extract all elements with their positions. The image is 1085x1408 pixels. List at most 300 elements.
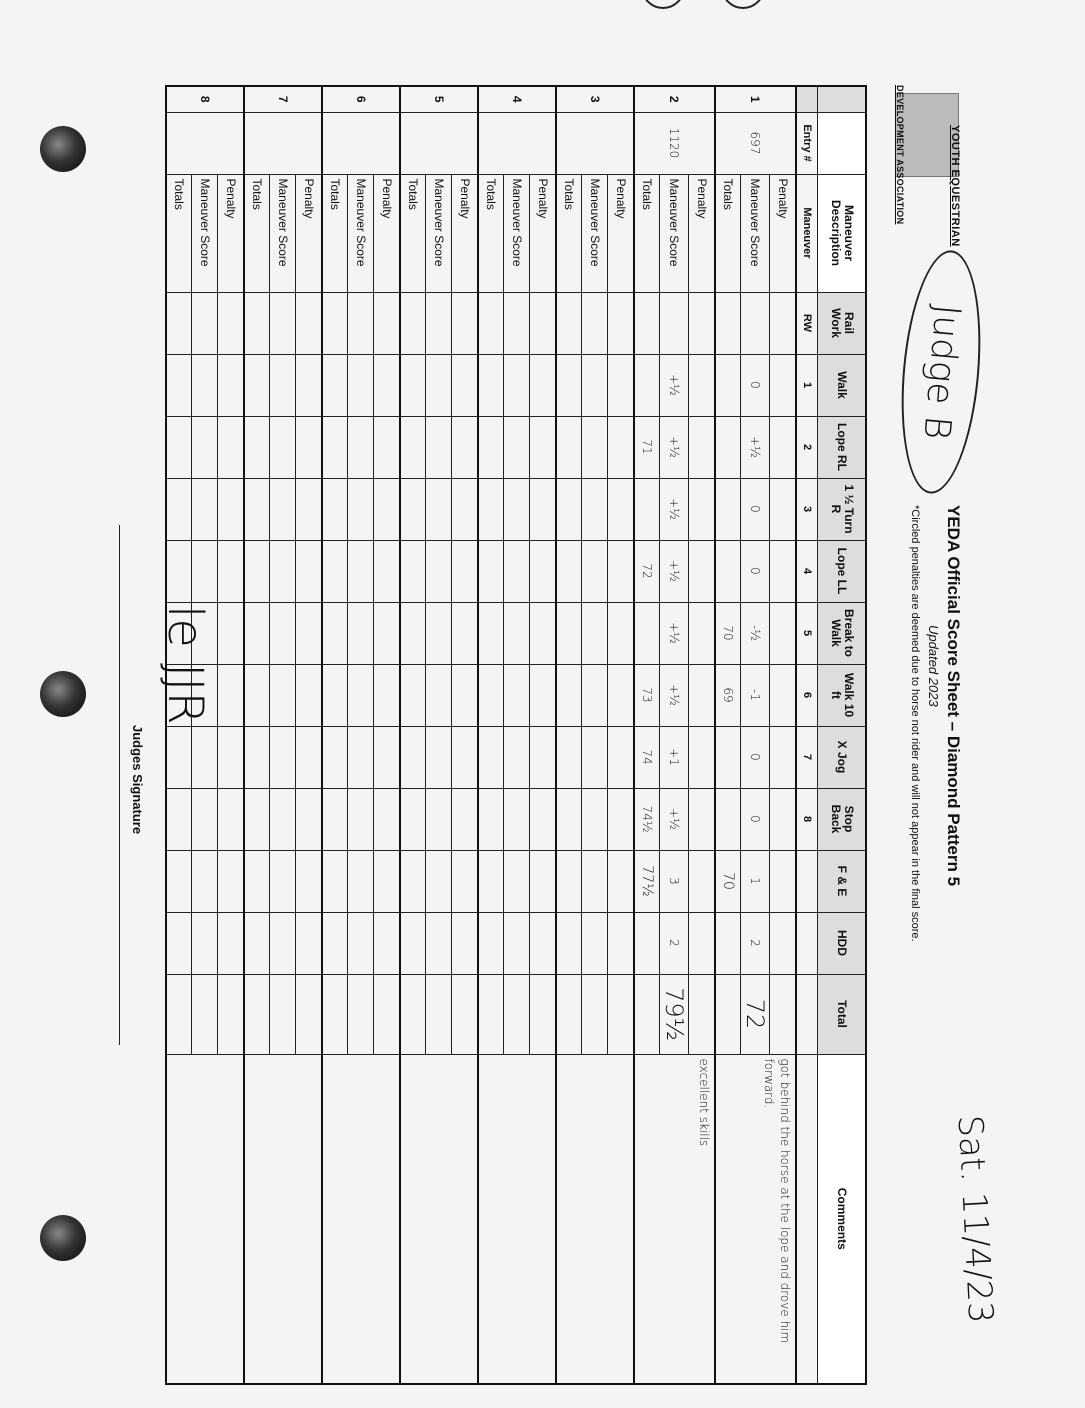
score-cell: [478, 354, 504, 416]
score-cell: [770, 478, 796, 540]
score-cell: [244, 974, 270, 1054]
score-cell: [530, 354, 556, 416]
score-cell: [582, 726, 608, 788]
score-cell: [556, 912, 582, 974]
score-cell: [400, 354, 426, 416]
score-cell: [504, 416, 530, 478]
score-cell: [582, 292, 608, 354]
score-cell: 70: [715, 602, 741, 664]
score-cell: [504, 354, 530, 416]
score-cell: [270, 354, 296, 416]
score-cell: [634, 292, 660, 354]
score-cell: [715, 726, 741, 788]
judge-signature-scrawl: le JJR: [157, 605, 213, 725]
score-cell: [400, 974, 426, 1054]
comment-cell: [166, 1054, 244, 1384]
score-cell: [504, 664, 530, 726]
score-cell: [478, 912, 504, 974]
score-cell: 69: [715, 664, 741, 726]
signature-label: Judges Signature: [130, 725, 145, 835]
score-cell: [270, 292, 296, 354]
row-label-totals: Totals: [322, 174, 348, 292]
entry-id: 697: [715, 112, 796, 174]
sheet-title: YEDA Official Score Sheet – Diamond Pattern 5: [944, 505, 963, 887]
score-cell: [348, 788, 374, 850]
score-cell: [374, 540, 400, 602]
score-cell: [689, 974, 715, 1054]
score-cell: [400, 912, 426, 974]
score-cell: [741, 292, 770, 354]
score-cell: [634, 912, 660, 974]
score-cell: [478, 478, 504, 540]
score-cell: [556, 354, 582, 416]
score-cell: [530, 726, 556, 788]
sub-hdd-blank: [796, 912, 818, 974]
score-cell: [400, 540, 426, 602]
col-lope-rl: Lope RL: [818, 416, 866, 478]
score-cell: [452, 354, 478, 416]
score-cell: [166, 540, 192, 602]
score-cell: [400, 850, 426, 912]
score-cell: 73: [634, 664, 660, 726]
sub-6: 6: [796, 664, 818, 726]
sub-fe-blank: [796, 850, 818, 912]
score-cell: [322, 664, 348, 726]
score-cell: [244, 354, 270, 416]
score-cell: [582, 788, 608, 850]
score-cell: 3: [660, 850, 689, 912]
entry-id: [400, 112, 478, 174]
score-cell: [530, 974, 556, 1054]
punch-hole-bottom: [40, 1215, 86, 1261]
score-cell: +½: [660, 664, 689, 726]
score-cell: [608, 726, 634, 788]
score-cell: [400, 478, 426, 540]
date-annotation: Sat. 11/4/23: [949, 1114, 1001, 1325]
score-cell: [556, 664, 582, 726]
sub-maneuver: Maneuver: [796, 174, 818, 292]
score-cell: [322, 478, 348, 540]
score-cell: 0: [741, 478, 770, 540]
judge-annotation: Judge B: [893, 247, 990, 497]
score-cell: [689, 912, 715, 974]
entry-number: 8: [166, 86, 244, 112]
score-cell: [192, 726, 218, 788]
score-cell: 72: [741, 974, 770, 1054]
score-cell: [244, 850, 270, 912]
score-cell: [348, 664, 374, 726]
score-cell: [374, 912, 400, 974]
score-cell: [166, 974, 192, 1054]
score-cell: [582, 974, 608, 1054]
score-cell: [400, 602, 426, 664]
score-cell: [270, 540, 296, 602]
row-label-penalty: Penalty: [218, 174, 244, 292]
entry-id: [166, 112, 244, 174]
score-cell: [715, 478, 741, 540]
score-cell: [218, 540, 244, 602]
column-header-row: [818, 86, 866, 1384]
score-cell: [192, 850, 218, 912]
score-cell: [400, 664, 426, 726]
score-cell: 2: [741, 912, 770, 974]
punch-hole-middle: [40, 671, 86, 717]
row-label-maneuver_score: Maneuver Score: [582, 174, 608, 292]
col-walk: Walk: [818, 354, 866, 416]
score-cell: 70: [715, 850, 741, 912]
score-cell: [218, 478, 244, 540]
sub-3: 3: [796, 478, 818, 540]
score-cell: [478, 726, 504, 788]
score-cell: [556, 416, 582, 478]
score-cell: [582, 602, 608, 664]
score-cell: [689, 478, 715, 540]
score-cell: 71: [634, 416, 660, 478]
score-cell: [348, 602, 374, 664]
score-cell: [770, 788, 796, 850]
row-label-totals: Totals: [478, 174, 504, 292]
score-cell: [556, 726, 582, 788]
score-cell: [582, 416, 608, 478]
score-cell: [770, 726, 796, 788]
score-cell: [218, 292, 244, 354]
score-cell: [322, 602, 348, 664]
row-label-penalty: Penalty: [452, 174, 478, 292]
score-cell: [244, 478, 270, 540]
col-maneuver-description: Maneuver Description: [818, 174, 866, 292]
score-cell: -1: [741, 664, 770, 726]
score-cell: [426, 478, 452, 540]
entry-id: 1120: [634, 112, 715, 174]
score-cell: [426, 664, 452, 726]
score-cell: [715, 912, 741, 974]
score-cell: [452, 974, 478, 1054]
score-cell: [715, 788, 741, 850]
score-cell: [322, 726, 348, 788]
score-cell: [166, 416, 192, 478]
score-cell: [244, 788, 270, 850]
score-cell: [452, 788, 478, 850]
score-cell: [296, 850, 322, 912]
score-cell: [504, 974, 530, 1054]
score-cell: [530, 602, 556, 664]
row-label-maneuver_score: Maneuver Score: [660, 174, 689, 292]
score-cell: [192, 292, 218, 354]
score-cell: [770, 850, 796, 912]
row-label-maneuver_score: Maneuver Score: [192, 174, 218, 292]
col-walk-10ft: Walk 10 ft: [818, 664, 866, 726]
score-cell: [452, 602, 478, 664]
score-cell: [322, 912, 348, 974]
row-label-maneuver_score: Maneuver Score: [504, 174, 530, 292]
comment-cell: got behind the horse at the lope and drove him forward.: [715, 1054, 796, 1384]
score-cell: [556, 540, 582, 602]
score-cell: [296, 416, 322, 478]
score-cell: [348, 912, 374, 974]
score-cell: [504, 788, 530, 850]
row-label-totals: Totals: [244, 174, 270, 292]
score-cell: [166, 478, 192, 540]
score-cell: [270, 912, 296, 974]
score-cell: [296, 478, 322, 540]
entry-id: [478, 112, 556, 174]
score-cell: [218, 726, 244, 788]
score-cell: [770, 292, 796, 354]
entry-4-penalty-row: [530, 86, 556, 1384]
score-cell: [166, 292, 192, 354]
score-cell: [296, 602, 322, 664]
score-cell: [452, 478, 478, 540]
score-cell: [608, 788, 634, 850]
score-cell: [770, 974, 796, 1054]
score-cell: [556, 602, 582, 664]
row-label-totals: Totals: [634, 174, 660, 292]
score-cell: [322, 850, 348, 912]
score-cell: [270, 726, 296, 788]
score-cell: [218, 974, 244, 1054]
score-cell: [608, 540, 634, 602]
row-label-penalty: Penalty: [608, 174, 634, 292]
score-cell: +½: [660, 788, 689, 850]
col-x-jog: X Jog: [818, 726, 866, 788]
entry-1-penalty-row: [770, 86, 796, 1384]
score-cell: [374, 354, 400, 416]
score-cell: [296, 354, 322, 416]
score-cell: [348, 292, 374, 354]
row-label-maneuver_score: Maneuver Score: [270, 174, 296, 292]
score-cell: [192, 974, 218, 1054]
row-label-penalty: Penalty: [374, 174, 400, 292]
score-cell: [296, 974, 322, 1054]
score-cell: 0: [741, 354, 770, 416]
row-label-totals: Totals: [400, 174, 426, 292]
score-cell: [715, 974, 741, 1054]
comment-cell: [400, 1054, 478, 1384]
score-cell: [166, 354, 192, 416]
score-cell: [689, 292, 715, 354]
score-cell: [166, 912, 192, 974]
score-cell: [218, 602, 244, 664]
entry-number: 5: [400, 86, 478, 112]
score-cell: [374, 664, 400, 726]
score-cell: [530, 416, 556, 478]
score-cell: [322, 788, 348, 850]
col-fe: F & E: [818, 850, 866, 912]
score-cell: +½: [660, 602, 689, 664]
score-cell: [478, 664, 504, 726]
score-cell: 0: [741, 788, 770, 850]
score-cell: [348, 478, 374, 540]
entry-2-penalty-row: [689, 86, 715, 1384]
score-cell: +½: [660, 540, 689, 602]
score-cell: [478, 540, 504, 602]
comment-cell: [244, 1054, 322, 1384]
score-cell: [192, 416, 218, 478]
score-cell: [426, 788, 452, 850]
entry-number: 2: [634, 86, 715, 112]
score-cell: [270, 664, 296, 726]
col-break-to-walk: Break to Walk: [818, 602, 866, 664]
score-cell: [452, 416, 478, 478]
circled-number-1: [641, 0, 685, 9]
score-cell: [374, 416, 400, 478]
score-cell: [634, 354, 660, 416]
score-cell: [426, 540, 452, 602]
col-rail-work: Rail Work: [818, 292, 866, 354]
col-hdd: HDD: [818, 912, 866, 974]
score-cell: [478, 788, 504, 850]
score-cell: [634, 974, 660, 1054]
score-cell: [322, 354, 348, 416]
score-cell: [400, 788, 426, 850]
score-cell: [504, 540, 530, 602]
score-cell: [426, 354, 452, 416]
score-cell: [374, 726, 400, 788]
score-cell: [218, 850, 244, 912]
col-turn: 1 ½ Turn R: [818, 478, 866, 540]
score-cell: [452, 664, 478, 726]
score-cell: [530, 912, 556, 974]
score-cell: [715, 354, 741, 416]
score-cell: [582, 850, 608, 912]
score-cell: [478, 850, 504, 912]
score-cell: [322, 292, 348, 354]
score-cell: +½: [660, 478, 689, 540]
score-cell: [348, 726, 374, 788]
score-cell: [166, 726, 192, 788]
score-cell: 0: [741, 726, 770, 788]
subheader-corner: [796, 86, 818, 112]
score-cell: [452, 726, 478, 788]
sub-5: 5: [796, 602, 818, 664]
entry-3-penalty-row: [608, 86, 634, 1384]
score-cell: [689, 788, 715, 850]
col-lope-ll: Lope LL: [818, 540, 866, 602]
score-cell: +½: [741, 416, 770, 478]
score-cell: [348, 974, 374, 1054]
score-cell: [348, 354, 374, 416]
score-cell: [192, 354, 218, 416]
score-cell: [715, 292, 741, 354]
score-cell: [530, 850, 556, 912]
score-cell: [426, 850, 452, 912]
score-cell: [582, 664, 608, 726]
score-cell: [504, 850, 530, 912]
col-comments: Comments: [818, 1054, 866, 1384]
entry-id: [322, 112, 400, 174]
comment-cell: [556, 1054, 634, 1384]
entry-id: [556, 112, 634, 174]
logo-org-bottom: DEVELOPMENT ASSOCIATION: [895, 85, 905, 225]
score-cell: +½: [660, 354, 689, 416]
score-cell: [634, 602, 660, 664]
entry-header-blank: [818, 112, 866, 174]
entry-number: 1: [715, 86, 796, 112]
score-cell: -½: [741, 602, 770, 664]
col-stop-back: Stop Back: [818, 788, 866, 850]
score-cell: [270, 788, 296, 850]
score-cell: [770, 602, 796, 664]
sub-4: 4: [796, 540, 818, 602]
score-cell: [322, 540, 348, 602]
score-cell: [218, 354, 244, 416]
score-cell: [166, 788, 192, 850]
score-cell: [504, 292, 530, 354]
signature-line: [119, 525, 120, 1045]
score-cell: [608, 292, 634, 354]
score-cell: [504, 478, 530, 540]
row-label-totals: Totals: [166, 174, 192, 292]
row-label-penalty: Penalty: [770, 174, 796, 292]
score-table: [165, 85, 867, 1385]
score-cell: [478, 602, 504, 664]
score-cell: [426, 912, 452, 974]
score-cell: 0: [741, 540, 770, 602]
score-cell: [530, 478, 556, 540]
score-cell: [504, 602, 530, 664]
score-cell: [192, 540, 218, 602]
score-cell: [770, 664, 796, 726]
score-cell: [244, 540, 270, 602]
score-cell: [322, 974, 348, 1054]
score-cell: [608, 664, 634, 726]
score-cell: +½: [660, 416, 689, 478]
score-cell: [244, 292, 270, 354]
score-cell: [322, 416, 348, 478]
score-cell: [660, 292, 689, 354]
score-cell: [192, 788, 218, 850]
score-cell: [530, 540, 556, 602]
row-label-penalty: Penalty: [689, 174, 715, 292]
row-label-penalty: Penalty: [530, 174, 556, 292]
comment-cell: excellent skills: [634, 1054, 715, 1384]
score-cell: [192, 478, 218, 540]
score-cell: 79½: [660, 974, 689, 1054]
score-cell: [530, 664, 556, 726]
score-cell: 2: [660, 912, 689, 974]
score-cell: [218, 664, 244, 726]
row-label-maneuver_score: Maneuver Score: [348, 174, 374, 292]
score-cell: [582, 912, 608, 974]
score-cell: [608, 850, 634, 912]
score-cell: [689, 726, 715, 788]
comment-cell: [478, 1054, 556, 1384]
score-cell: [689, 602, 715, 664]
entry-6-penalty-row: [374, 86, 400, 1384]
sub-2: 2: [796, 416, 818, 478]
col-total: Total: [818, 974, 866, 1054]
score-cell: [582, 540, 608, 602]
entry-8-penalty-row: [218, 86, 244, 1384]
row-label-totals: Totals: [556, 174, 582, 292]
score-cell: [244, 664, 270, 726]
score-cell: [452, 850, 478, 912]
updated-label: Updated 2023: [926, 625, 941, 707]
score-cell: [244, 726, 270, 788]
sub-1: 1: [796, 354, 818, 416]
score-cell: [582, 354, 608, 416]
score-cell: [218, 788, 244, 850]
score-cell: [452, 912, 478, 974]
subheader-row: [796, 86, 818, 1384]
score-cell: [770, 540, 796, 602]
score-cell: [478, 292, 504, 354]
score-cell: [426, 974, 452, 1054]
score-cell: [715, 540, 741, 602]
score-cell: [689, 540, 715, 602]
entry-number: 4: [478, 86, 556, 112]
entry-number: 7: [244, 86, 322, 112]
